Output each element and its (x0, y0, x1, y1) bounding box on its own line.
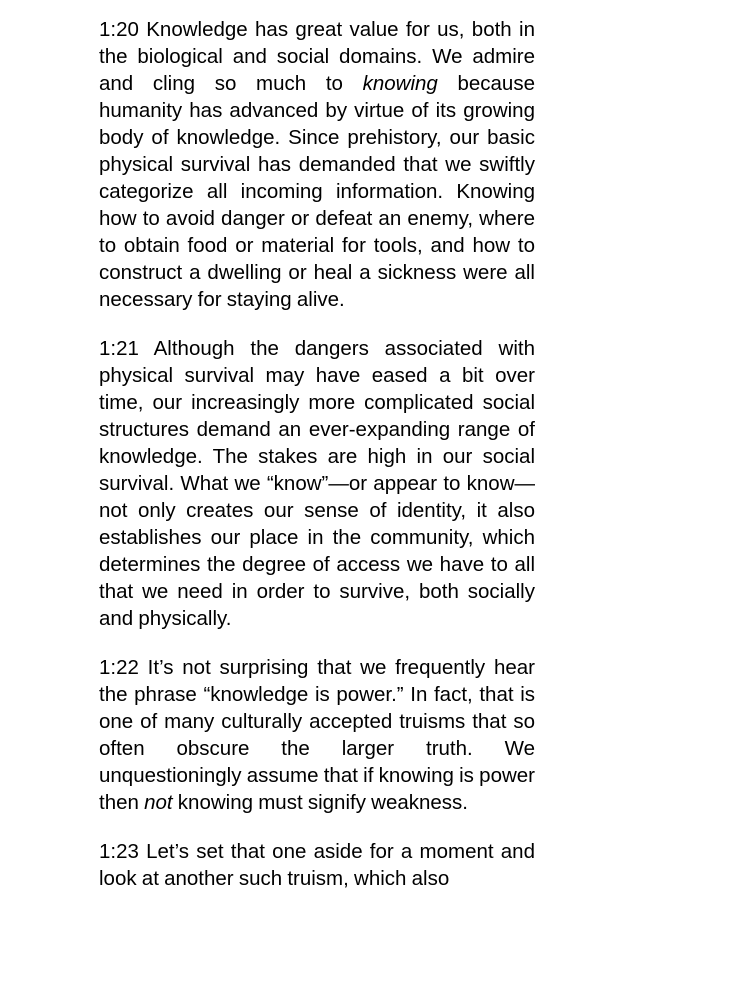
paragraph-text: knowing must signify weakness. (172, 791, 468, 814)
paragraph-text: 1:21 Although the dangers associated with physical survival may have eased a bit over time, our increasingly more complicated social structures demand an ever-expanding range of knowledge. The stakes are high in our social survival. What we “know”—or appear to know—not only creates our sense of identity, it also establishes our place in the community, which determines the degree of access we have to all that we need in order to survive, both socially and physically. (99, 337, 535, 630)
paragraph-1-20 (99, 16, 535, 313)
paragraph-text: 1:22 It’s not surprising that we frequently hear the phrase “knowledge is power.” In fact, that is one of many culturally accepted truisms that so often obscure the larger truth. We unquestioningly assume that if knowing is power then (99, 656, 535, 814)
document-page (99, 16, 535, 892)
paragraph-text: 1:20 Knowledge has great value for us, both in the biological and social domains. We admire and cling so much to (99, 18, 535, 95)
paragraph-text: 1:23 Let’s set that one aside for a moment and look at another such truism, which also (99, 840, 535, 890)
paragraph-text: because humanity has advanced by virtue of its growing body of knowledge. Since prehistory, our basic physical survival has demanded that we swiftly categorize all incoming information. Knowing how to avoid danger or defeat an enemy, where to obtain food or material for tools, and how to construct a dwelling or heal a sickness were all necessary for staying alive. (99, 72, 535, 311)
italic-emphasis: not (144, 791, 173, 814)
italic-emphasis: knowing (362, 72, 438, 95)
paragraph-1-22 (99, 654, 535, 816)
paragraph-1-21 (99, 335, 535, 632)
paragraph-1-23 (99, 838, 535, 892)
